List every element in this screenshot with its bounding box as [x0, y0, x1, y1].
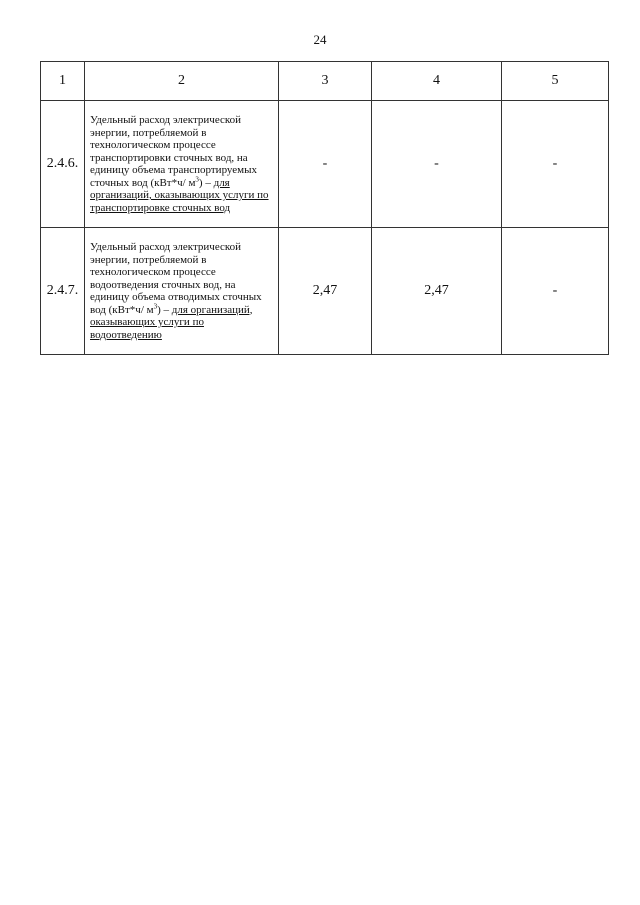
table-header-row [41, 62, 609, 101]
row-value-col4: - [372, 101, 502, 228]
description-underlined: для организаций, оказывающих услуги по водоотведению [90, 303, 253, 341]
header-cell-2: 2 [85, 62, 279, 101]
row-number: 2.4.7. [41, 228, 85, 355]
row-value-col5: - [502, 101, 609, 228]
description-text: Удельный расход электрической энергии, потребляемой в технологическом процессе транспортировки сточных вод, на единицу объема транспортируемых сточных вод (кВт*ч/ м [90, 114, 258, 189]
row-value-col4: 2,47 [372, 228, 502, 355]
table-row [41, 228, 609, 355]
row-description [85, 228, 279, 355]
page-number: 24 [313, 32, 327, 47]
row-value-col3: 2,47 [279, 228, 372, 355]
row-description [85, 101, 279, 228]
description-superscript: 3 [153, 301, 158, 310]
row-number: 2.4.6. [41, 101, 85, 228]
description-superscript: 3 [195, 174, 199, 183]
description-underlined: для организаций, оказывающих услуги по транспортировке сточных вод [90, 176, 269, 214]
header-cell-4: 4 [372, 62, 502, 101]
table-row [41, 101, 609, 228]
header-cell-5: 5 [502, 62, 609, 101]
row-value-col3: - [279, 101, 372, 228]
header-cell-3: 3 [279, 62, 372, 101]
indicators-table [40, 61, 609, 355]
description-text: Удельный расход электрической энергии, потребляемой в технологическом процессе водоотведения сточных вод, на единицу объема отводимых сточных вод (кВт*ч/ м [90, 241, 262, 316]
description-separator: ) – [198, 176, 214, 189]
description-separator: ) – [157, 303, 172, 316]
header-cell-1: 1 [41, 62, 85, 101]
row-value-col5: - [502, 228, 609, 355]
